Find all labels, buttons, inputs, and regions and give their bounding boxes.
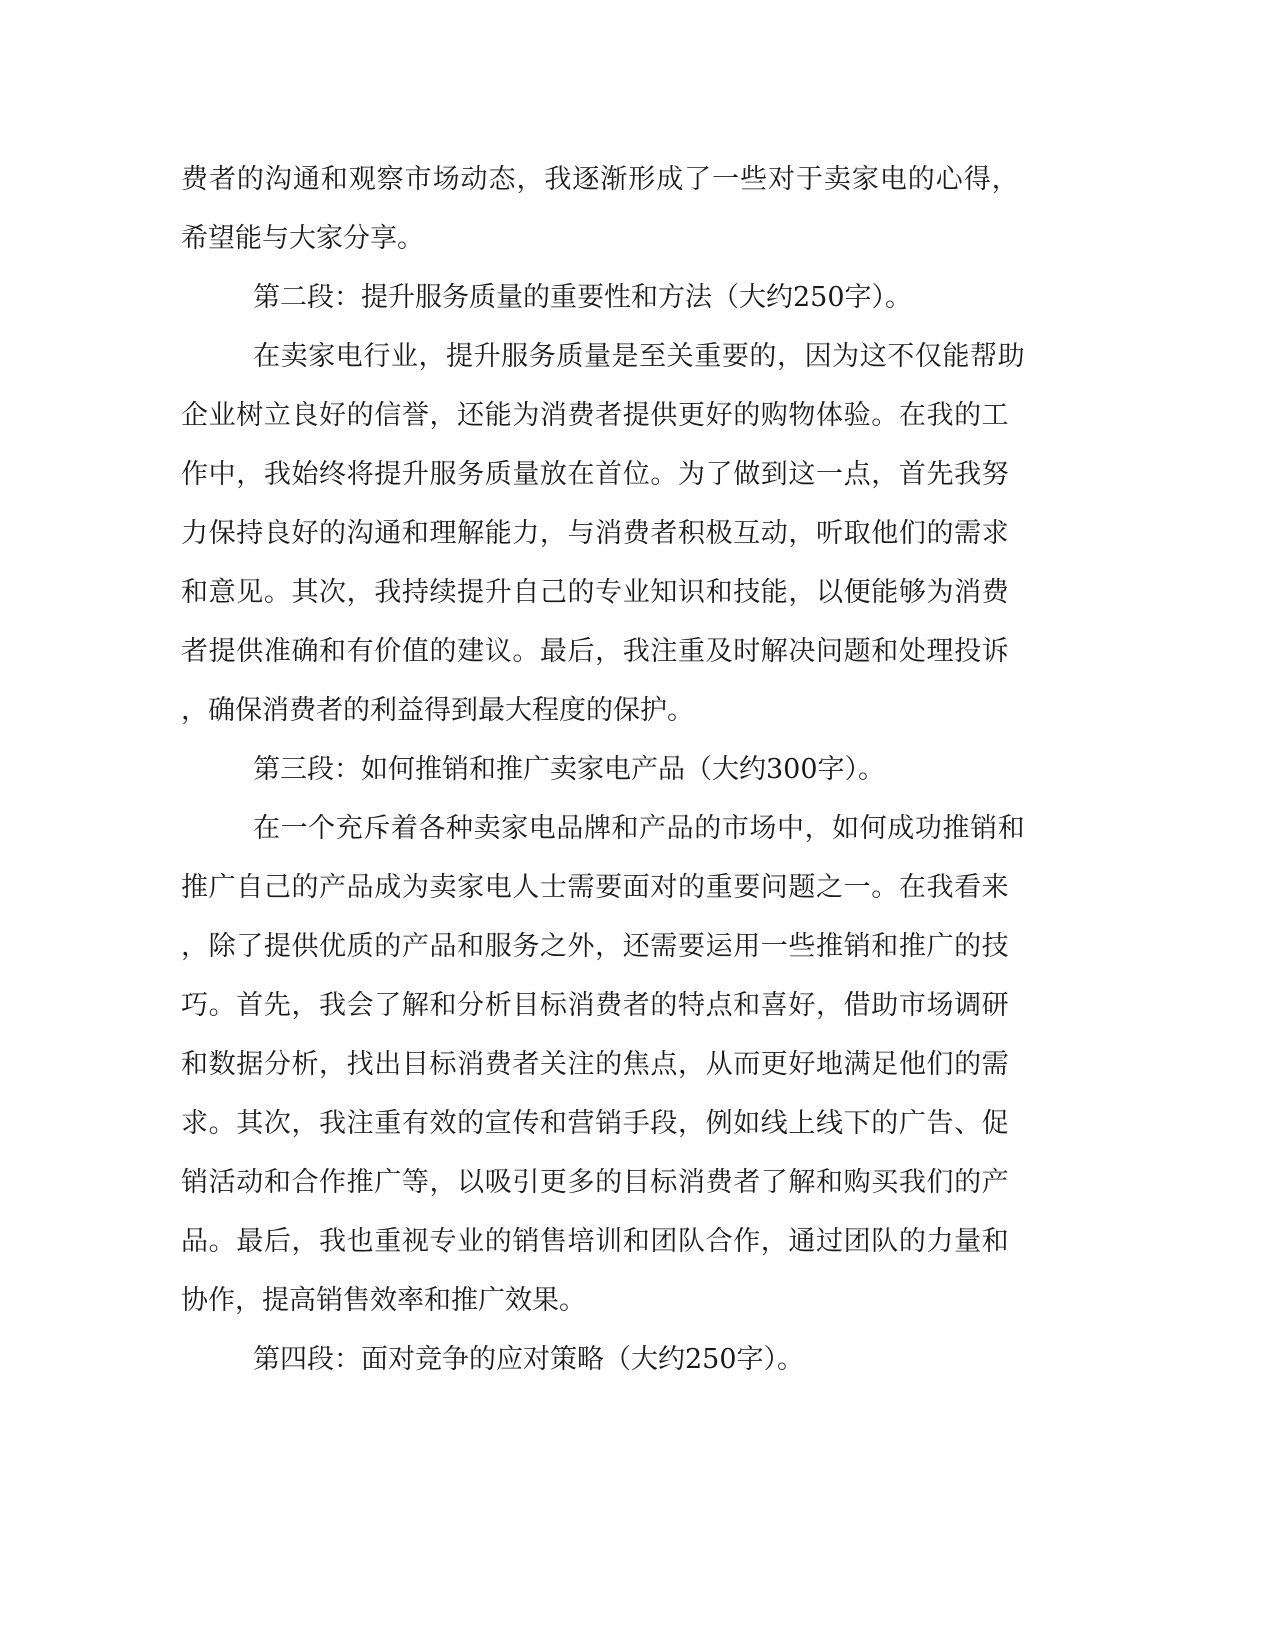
section-heading: 第四段：面对竞争的应对策略（大约250字）。 bbox=[253, 1344, 805, 1375]
text-line: 费 者 的 沟 通 和 观 察 市 场 动 态 ， 我 逐 渐 形 成 了 一 些 对 于 卖 家 电 的 心 得 ， bbox=[181, 164, 1019, 195]
text-line: 销 活 动 和 合 作 推 广 等 ， 以 吸 引 更 多 的 目 标 消 费 者 了 解 和 购 买 我 们 的 产 bbox=[181, 1167, 1009, 1198]
text-line: 在 一 个 充 斥 着 各 种 卖 家 电 品 牌 和 产 品 的 市 场 中 ， 如 何 成 功 推 销 和 bbox=[253, 813, 1025, 844]
text-line: 和 数 据 分 析 ， 找 出 目 标 消 费 者 关 注 的 焦 点 ， 从 而 更 好 地 满 足 他 们 的 需 bbox=[181, 1049, 1009, 1080]
section-heading: 第二段：提升服务质量的重要性和方法（大约250字）。 bbox=[253, 282, 913, 313]
text-line: 巧 。 首 先 ， 我 会 了 解 和 分 析 目 标 消 费 者 的 特 点 和 喜 好 ， 借 助 市 场 调 研 bbox=[181, 990, 1009, 1021]
text-line: ，确保消费者的利益得到最大程度的保护。 bbox=[181, 695, 694, 726]
text-line: 和 意 见 。 其 次 ， 我 持 续 提 升 自 己 的 专 业 知 识 和 技 能 ， 以 便 能 够 为 消 费 bbox=[181, 577, 1009, 608]
text-line: 企 业 树 立 良 好 的 信 誉 ， 还 能 为 消 费 者 提 供 更 好 的 购 物 体 验 。 在 我 的 工 bbox=[181, 400, 1009, 431]
text-line: 求 。 其 次 ， 我 注 重 有 效 的 宣 传 和 营 销 手 段 ， 例 如 线 上 线 下 的 广 告 、 促 bbox=[181, 1108, 1009, 1139]
text-line: 力 保 持 良 好 的 沟 通 和 理 解 能 力 ， 与 消 费 者 积 极 互 动 ， 听 取 他 们 的 需 求 bbox=[181, 518, 1009, 549]
text-line: 品 。 最 后 ， 我 也 重 视 专 业 的 销 售 培 训 和 团 队 合 作 ， 通 过 团 队 的 力 量 和 bbox=[181, 1226, 1009, 1257]
section-heading: 第三段：如何推销和推广卖家电产品（大约300字）。 bbox=[253, 754, 886, 785]
text-line: 作 中 ， 我 始 终 将 提 升 服 务 质 量 放 在 首 位 。 为 了 做 到 这 一 点 ， 首 先 我 努 bbox=[181, 459, 1009, 490]
text-line: 协作，提高销售效率和推广效果。 bbox=[181, 1285, 586, 1316]
text-line: 在 卖 家 电 行 业 ， 提 升 服 务 质 量 是 至 关 重 要 的 ， 因 为 这 不 仅 能 帮 助 bbox=[253, 341, 1025, 372]
text-line: 希望能与大家分享。 bbox=[181, 223, 424, 254]
text-line: ， 除 了 提 供 优 质 的 产 品 和 服 务 之 外 ， 还 需 要 运 用 一 些 推 销 和 推 广 的 技 bbox=[181, 931, 1009, 962]
text-line: 者 提 供 准 确 和 有 价 值 的 建 议 。 最 后 ， 我 注 重 及 时 解 决 问 题 和 处 理 投 诉 bbox=[181, 636, 1009, 667]
text-line: 推 广 自 己 的 产 品 成 为 卖 家 电 人 士 需 要 面 对 的 重 要 问 题 之 一 。 在 我 看 来 bbox=[181, 872, 1009, 903]
